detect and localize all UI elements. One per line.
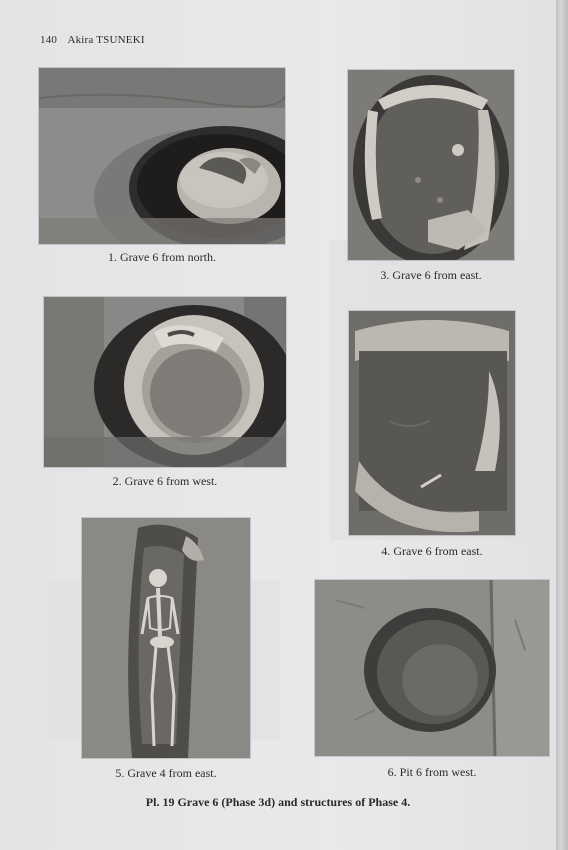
photo-grave-4-east bbox=[82, 518, 250, 758]
running-header bbox=[40, 34, 145, 46]
photo-grave-6-east-a bbox=[348, 70, 514, 260]
caption-6: 6. Pit 6 from west. bbox=[387, 765, 477, 779]
page-edge bbox=[556, 0, 568, 850]
caption-1: 1. Grave 6 from north. bbox=[108, 250, 216, 264]
photo-grave-6-west bbox=[44, 297, 286, 467]
caption-2: 2. Grave 6 from west. bbox=[112, 474, 218, 488]
photo-grave-6-east-b bbox=[349, 311, 515, 535]
photo-pit-6-west bbox=[315, 580, 549, 756]
author-name: Akira TSUNEKI bbox=[67, 34, 145, 46]
plate-caption: Pl. 19 Grave 6 (Phase 3d) and structures of Phase 4. bbox=[145, 795, 411, 809]
photo-grave-6-north bbox=[39, 68, 285, 244]
page-number: 140 bbox=[40, 34, 58, 46]
caption-3: 3. Grave 6 from east. bbox=[380, 268, 482, 282]
caption-4: 4. Grave 6 from east. bbox=[381, 544, 483, 558]
caption-5: 5. Grave 4 from east. bbox=[115, 766, 217, 780]
